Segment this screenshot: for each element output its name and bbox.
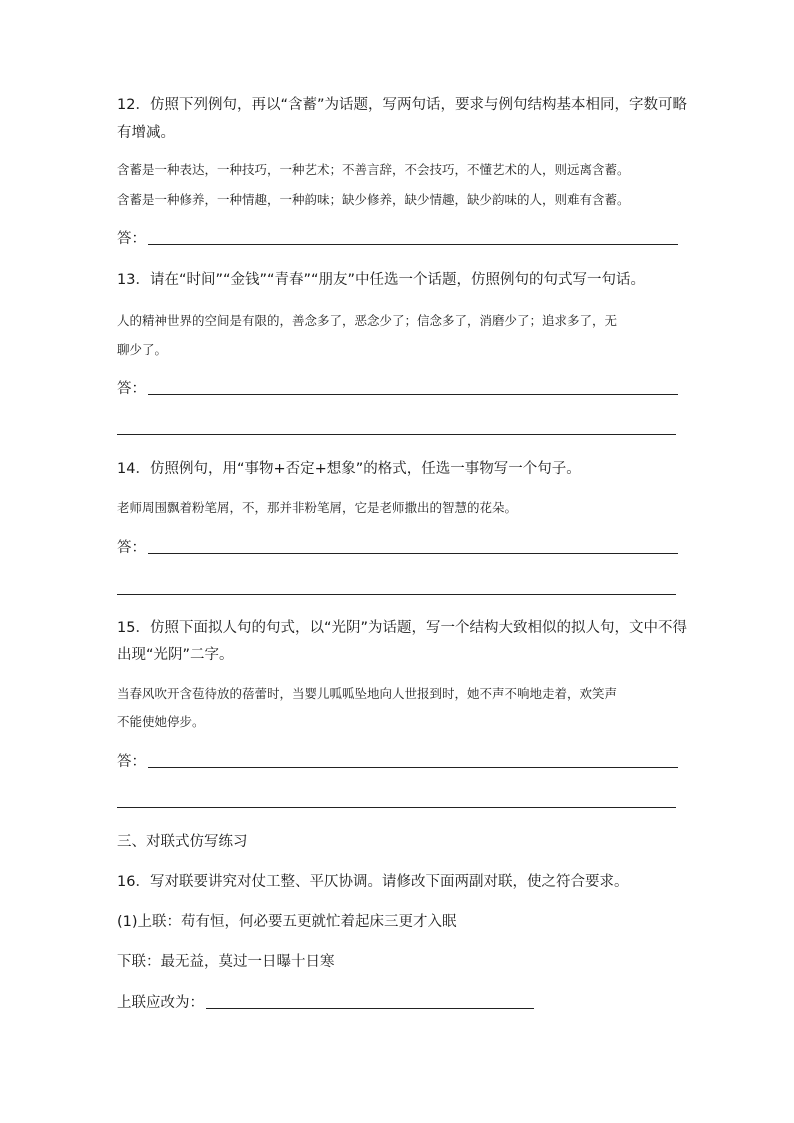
q16-prompt-line1: 16．写对联要讲究对仗工整、平仄协调。请修改下面两副对联，使之符合要求。 [117,874,629,890]
q14-example-1: 老师周围飘着粉笔屑，不，那并非粉笔屑，它是老师撒出的智慧的花朵。 [117,500,518,515]
q14-answer-row[interactable] [117,539,678,557]
q16-lower-couplet: 下联：最无益，莫过一日曝十日寒 [117,954,335,970]
q13-example-2: 聊少了。 [117,342,168,357]
q12-answer-row[interactable] [117,230,678,248]
q12-answer-line[interactable] [148,244,678,245]
q13-example-1: 人的精神世界的空间是有限的，善念多了，恶念少了；信念多了，消磨少了；追求多了，无 [117,313,618,328]
q12-example-1: 含蓄是一种表达，一种技巧，一种艺术；不善言辞，不会技巧，不懂艺术的人，则远离含蓄。 [117,162,630,177]
q14-answer-label: 答： [117,540,146,556]
section-3-title: 三、对联式仿写练习 [117,834,248,850]
q16-fix-row[interactable] [117,994,534,1012]
q15-example-1: 当春风吹开含苞待放的蓓蕾时，当婴儿呱呱坠地向人世报到时，她不声不响地走着，欢笑声 [117,686,618,701]
q14-prompt-line1: 14．仿照例句，用“事物+否定+想象”的格式，任选一事物写一个句子。 [117,461,581,477]
q15-answer-line[interactable] [148,767,678,768]
q15-answer-line-2[interactable] [117,807,676,808]
q16-upper-couplet: (1)上联：苟有恒，何必要五更就忙着起床三更才入眠 [117,914,457,930]
q16-fix-line[interactable] [206,1008,534,1009]
q16-fix-label: 上联应改为： [117,995,204,1011]
q13-prompt-line1: 13．请在“时间”“金钱”“青春”“朋友”中任选一个话题，仿照例句的句式写一句话。 [117,272,646,288]
q12-answer-label: 答： [117,231,146,247]
q12-prompt-line2: 有增减。 [117,125,175,141]
q15-prompt-line1: 15．仿照下面拟人句的句式，以“光阴”为话题，写一个结构大致相似的拟人句，文中不得 [117,620,687,636]
q15-answer-label: 答： [117,754,146,770]
q14-answer-line[interactable] [148,553,678,554]
q13-answer-line[interactable] [148,394,678,395]
q13-answer-line-2[interactable] [117,434,676,435]
q13-answer-row[interactable] [117,380,678,398]
q12-example-2: 含蓄是一种修养，一种情趣，一种韵味；缺少修养，缺少情趣，缺少韵味的人，则难有含蓄。 [117,192,630,207]
q12-prompt-line1: 12．仿照下列例句，再以“含蓄”为话题，写两句话，要求与例句结构基本相同，字数可略 [117,97,687,113]
q15-answer-row[interactable] [117,753,678,771]
q13-answer-label: 答： [117,381,146,397]
q14-answer-line-2[interactable] [117,594,676,595]
q15-prompt-line2: 出现“光阴”二字。 [117,647,234,663]
q15-example-2: 不能使她停步。 [117,714,205,729]
